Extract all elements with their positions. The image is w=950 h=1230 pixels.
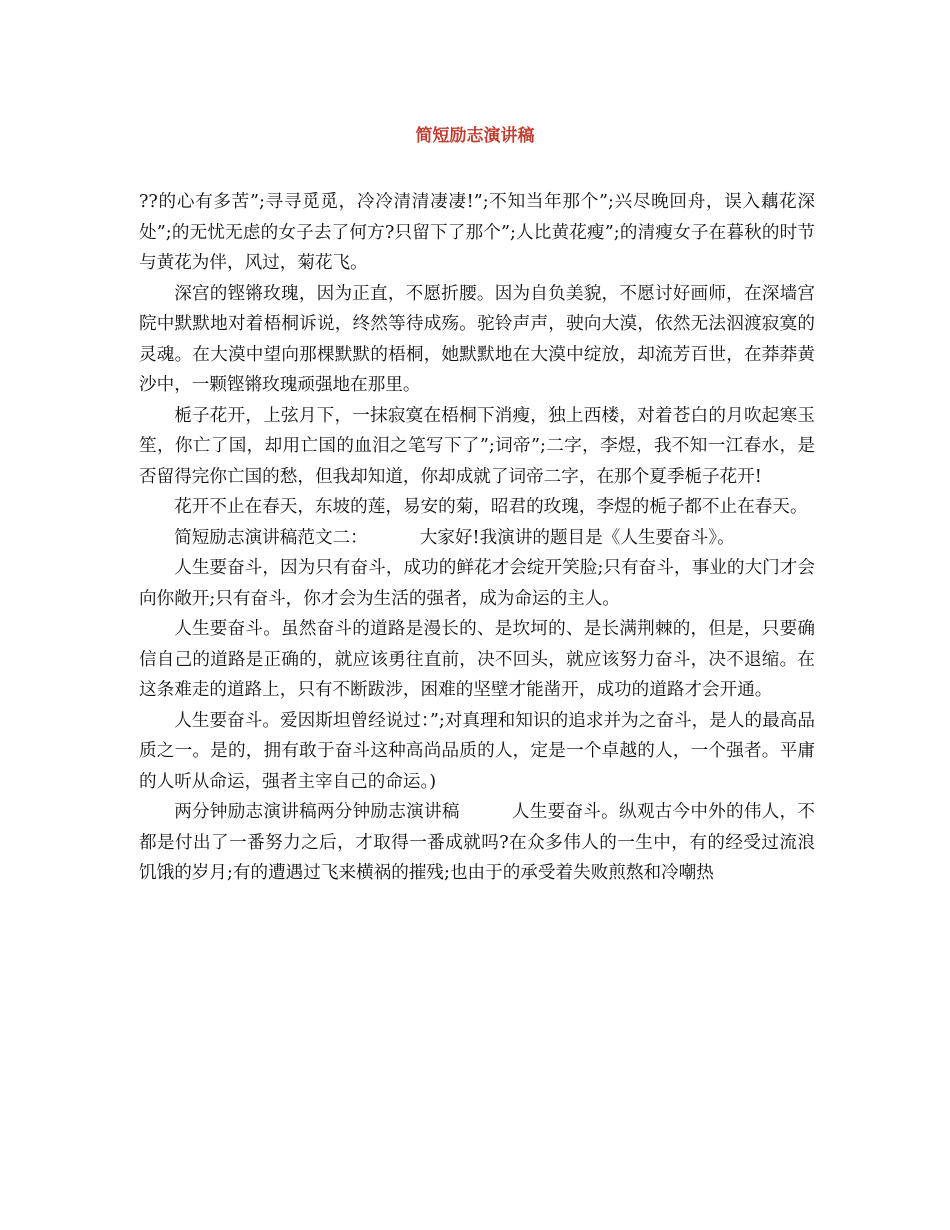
document-body — [139, 187, 815, 889]
paragraph: 花开不止在春天，东坡的莲，易安的菊，昭君的玫瑰，李煜的栀子都不止在春天。 — [174, 497, 808, 517]
paragraph-tail: 人生要奋斗。纵观古今中外的伟人，不都是付出了一番努力之后，才取得一番成就吗?在众多伟人的一生中，有的经受过流浪饥饿的岁月;有的遭遇过飞来横祸的摧残;也由于的承受着失败煎熬和冷嘲热 — [139, 802, 815, 883]
paragraph: 人生要奋斗，因为只有奋斗，成功的鲜花才会绽开笑脸;只有奋斗，事业的大门才会向你敞开;只有奋斗，你才会为生活的强者，成为命运的主人。 — [139, 558, 815, 609]
paragraph: 深宫的铿锵玫瑰，因为正直，不愿折腰。因为自负美貌，不愿讨好画师，在深墙宫院中默默地对着梧桐诉说，终然等待成殇。驼铃声声，驶向大漠，依然无法泅渡寂寞的灵魂。在大漠中望向那棵默默的梧桐，她默默地在大漠中绽放，却流芳百世，在莽莽黄沙中，一颗铿锵玫瑰顽强地在那里。 — [139, 283, 815, 395]
paragraph-lead: 两分钟励志演讲稿两分钟励志演讲稿 — [174, 802, 460, 822]
paragraph: 人生要奋斗。虽然奋斗的道路是漫长的、是坎坷的、是长满荆棘的，但是，只要确信自己的道路是正确的，就应该勇往直前，决不回头，就应该努力奋斗，决不退缩。在这条难走的道路上，只有不断跋涉，困难的坚壁才能凿开，成功的道路才会开通。 — [139, 619, 815, 700]
document-title: 简短励志演讲稿 — [415, 126, 535, 146]
paragraph: 栀子花开，上弦月下，一抹寂寞在梧桐下消瘦，独上西楼，对着苍白的月吹起寒玉笙，你亡了国，却用亡国的血泪之笔写下了”;词帝”;二字，李煜，我不知一江春水，是否留得完你亡国的愁，但我却知道，你却成就了词帝二字，在那个夏季栀子花开! — [139, 405, 815, 487]
paragraph — [139, 523, 815, 554]
paragraph — [139, 797, 815, 889]
paragraph-tail: 大家好!我演讲的题目是《人生要奋斗》。 — [419, 527, 735, 548]
paragraph-lead: 简短励志演讲稿范文二： — [174, 527, 368, 548]
paragraph: 人生要奋斗。爱因斯坦曾经说过：”;对真理和知识的追求并为之奋斗，是人的最高品质之一。是的，拥有敢于奋斗这种高尚品质的人，定是一个卓越的人，一个强者。平庸的人听从命运，强者主宰自己的命运。) — [139, 710, 815, 792]
paragraph: ??的心有多苦”;寻寻觅觅，冷冷清清凄凄!”;不知当年那个”;兴尽晚回舟，误入藕花深处”;的无忧无虑的女子去了何方?只留下了那个”;人比黄花瘦”;的清瘦女子在暮秋的时节与黄花为伴，风过，菊花飞。 — [139, 192, 815, 273]
